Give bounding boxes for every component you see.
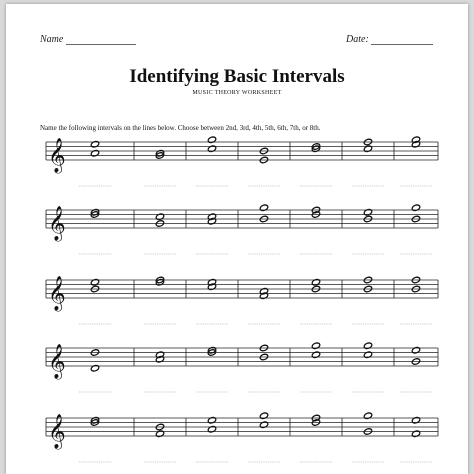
staff-row-4-svg — [6, 342, 468, 406]
whole-note — [90, 278, 99, 286]
staff-row-2-svg — [6, 204, 468, 268]
whole-note — [155, 213, 164, 221]
whole-note — [90, 364, 99, 372]
whole-note — [363, 351, 372, 359]
whole-note — [411, 416, 420, 424]
whole-note — [259, 412, 268, 420]
staff-row-3-svg — [6, 274, 468, 338]
date-label: Date: — [346, 34, 369, 45]
whole-note — [311, 351, 320, 359]
whole-note — [207, 416, 216, 424]
name-blank-line[interactable] — [66, 34, 136, 45]
staff-row-1 — [6, 136, 468, 200]
whole-note — [411, 430, 420, 438]
treble-clef-icon: 𝄞 — [48, 414, 66, 449]
whole-note — [90, 140, 99, 148]
name-label: Name — [40, 34, 64, 45]
whole-note — [259, 204, 268, 212]
instructions-text: Name the following intervals on the lines below. Choose between 2nd, 3rd, 4th, 5th, 6th, 7th, or 8th. — [40, 124, 321, 132]
date-blank-line[interactable] — [371, 34, 433, 45]
treble-clef-icon: 𝄞 — [48, 276, 66, 311]
staff-row-2 — [6, 204, 468, 268]
worksheet-page — [6, 4, 468, 474]
treble-clef-icon: 𝄞 — [48, 344, 66, 379]
whole-note — [207, 136, 216, 144]
whole-note — [207, 425, 216, 433]
whole-note — [411, 204, 420, 212]
whole-note — [363, 208, 372, 216]
treble-clef-icon: 𝄞 — [48, 206, 66, 241]
whole-note — [363, 342, 372, 350]
whole-note — [155, 430, 164, 438]
staff-row-1-svg — [6, 136, 468, 200]
whole-note — [90, 149, 99, 157]
whole-note — [363, 145, 372, 153]
whole-note — [411, 346, 420, 354]
page-subtitle: MUSIC THEORY WORKSHEET — [192, 90, 282, 96]
page-title: Identifying Basic Intervals — [129, 66, 345, 87]
treble-clef-icon: 𝄞 — [48, 138, 66, 173]
staff-row-5 — [6, 412, 468, 474]
whole-note — [259, 421, 268, 429]
staff-row-3 — [6, 274, 468, 338]
whole-note — [207, 145, 216, 153]
whole-note — [311, 278, 320, 286]
staff-row-5-svg — [6, 412, 468, 474]
whole-note — [363, 412, 372, 420]
date-field — [346, 34, 433, 45]
name-field — [40, 34, 136, 45]
staff-row-4 — [6, 342, 468, 406]
whole-note — [311, 342, 320, 350]
